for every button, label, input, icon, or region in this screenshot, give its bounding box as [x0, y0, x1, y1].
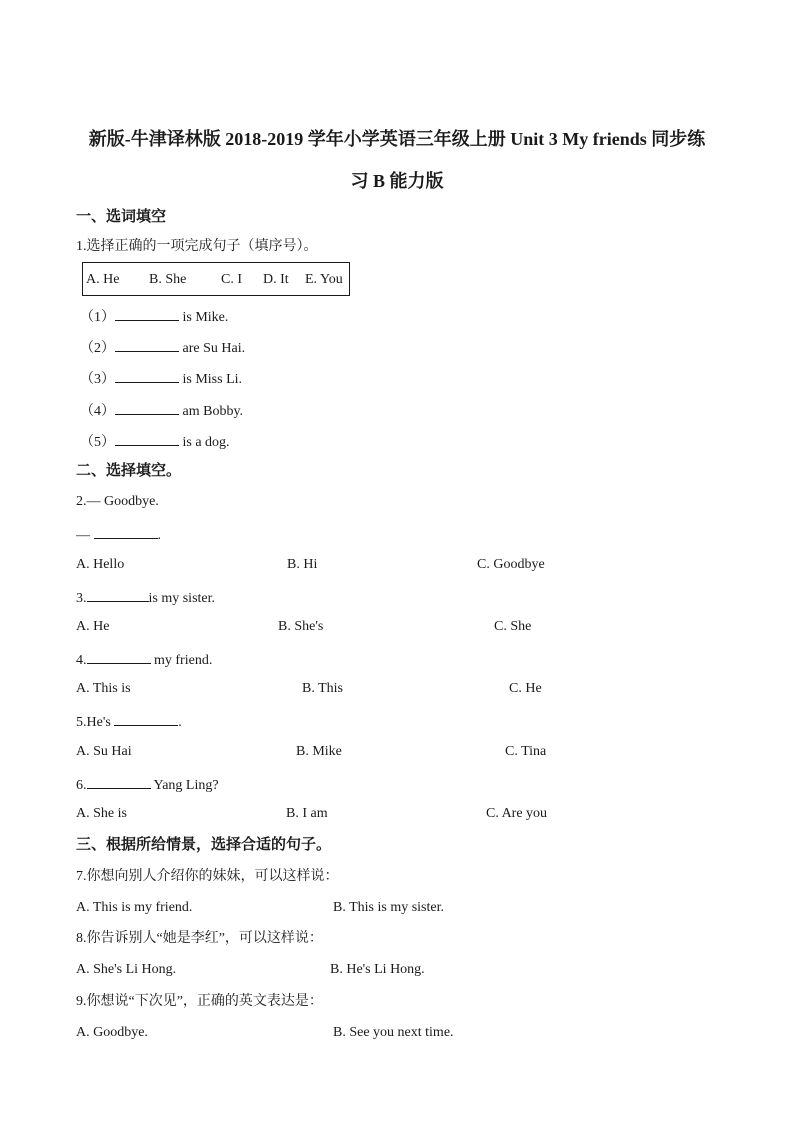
answer-blank[interactable] — [94, 524, 158, 539]
question-number: 3. — [76, 591, 87, 606]
q9-option-a: A. Goodbye. — [76, 1025, 148, 1040]
blank-item-2 — [80, 337, 245, 358]
question-8-stem: 8.你告诉别人“她是李红”，可以这样说： — [76, 931, 323, 946]
blank-item-4 — [80, 400, 243, 421]
item-text: is a dog. — [179, 435, 230, 450]
word-option-e: E. You — [305, 272, 343, 287]
q7-option-b: B. This is my sister. — [333, 900, 444, 915]
item-number: （3） — [80, 372, 115, 387]
q9-option-b: B. See you next time. — [333, 1025, 454, 1040]
question-1-stem: 1.选择正确的一项完成句子（填序号）。 — [76, 239, 318, 254]
item-text: is Miss Li. — [179, 372, 243, 387]
answer-blank[interactable] — [87, 587, 149, 602]
section-3-heading: 三、根据所给情景，选择合适的句子。 — [76, 837, 332, 853]
question-5-stem — [76, 711, 182, 732]
blank-item-1 — [80, 306, 228, 327]
question-9-stem: 9.你想说“下次见”，正确的英文表达是： — [76, 994, 323, 1009]
q6-option-b: B. I am — [286, 806, 328, 821]
question-6-stem — [76, 774, 219, 795]
section-2-heading: 二、选择填空。 — [76, 463, 182, 479]
word-option-d: D. It — [263, 272, 289, 287]
period: . — [157, 528, 161, 543]
word-option-a: A. He — [86, 272, 120, 287]
period: . — [178, 715, 182, 730]
item-text: is Mike. — [179, 310, 229, 325]
word-bank-box — [82, 262, 350, 296]
answer-blank[interactable] — [115, 431, 179, 446]
item-number: （5） — [80, 435, 115, 450]
q2-option-a: A. Hello — [76, 557, 125, 572]
q2-option-b: B. Hi — [287, 557, 318, 572]
page-title-line-1: 新版-牛津译林版 2018-2019 学年小学英语三年级上册 Unit 3 My friends 同步练 — [88, 129, 706, 149]
answer-blank[interactable] — [115, 400, 179, 415]
q5-option-a: A. Su Hai — [76, 744, 132, 759]
answer-blank[interactable] — [87, 649, 151, 664]
q2-option-c: C. Goodbye — [477, 557, 545, 572]
blank-item-5 — [80, 431, 230, 452]
question-2-line-1: 2.— Goodbye. — [76, 494, 159, 509]
q4-option-a: A. This is — [76, 681, 131, 696]
question-3-stem — [76, 587, 215, 608]
q4-option-b: B. This — [302, 681, 343, 696]
word-option-b: B. She — [149, 272, 187, 287]
q4-option-c: C. He — [509, 681, 542, 696]
answer-blank[interactable] — [114, 711, 178, 726]
answer-blank[interactable] — [115, 306, 179, 321]
page-title-line-2: 习 B 能力版 — [350, 171, 444, 191]
item-number: （4） — [80, 404, 115, 419]
q5-option-b: B. Mike — [296, 744, 342, 759]
q5-option-c: C. Tina — [505, 744, 547, 759]
section-1-heading: 一、选词填空 — [76, 209, 167, 225]
item-number: （1） — [80, 310, 115, 325]
q6-option-a: A. She is — [76, 806, 127, 821]
question-4-stem — [76, 649, 212, 670]
question-text: my friend. — [150, 653, 213, 668]
q3-option-b: B. She's — [278, 619, 324, 634]
question-text: Yang Ling? — [150, 778, 219, 793]
item-text: are Su Hai. — [179, 341, 246, 356]
blank-item-3 — [80, 368, 242, 389]
q8-option-b: B. He's Li Hong. — [330, 962, 425, 977]
question-number: 5.He's — [76, 715, 115, 730]
q6-option-c: C. Are you — [486, 806, 548, 821]
answer-blank[interactable] — [115, 368, 179, 383]
item-text: am Bobby. — [179, 404, 244, 419]
answer-blank[interactable] — [115, 337, 179, 352]
question-number: 6. — [76, 778, 87, 793]
question-number: 4. — [76, 653, 87, 668]
q3-option-c: C. She — [494, 619, 532, 634]
question-7-stem: 7.你想向别人介绍你的妹妹，可以这样说： — [76, 869, 339, 884]
question-2-line-2 — [76, 524, 161, 545]
q3-option-a: A. He — [76, 619, 110, 634]
question-text: is my sister. — [148, 591, 216, 606]
q7-option-a: A. This is my friend. — [76, 900, 193, 915]
word-option-c: C. I — [221, 272, 242, 287]
dash: — — [76, 528, 94, 543]
q8-option-a: A. She's Li Hong. — [76, 962, 177, 977]
answer-blank[interactable] — [87, 774, 151, 789]
item-number: （2） — [80, 341, 115, 356]
